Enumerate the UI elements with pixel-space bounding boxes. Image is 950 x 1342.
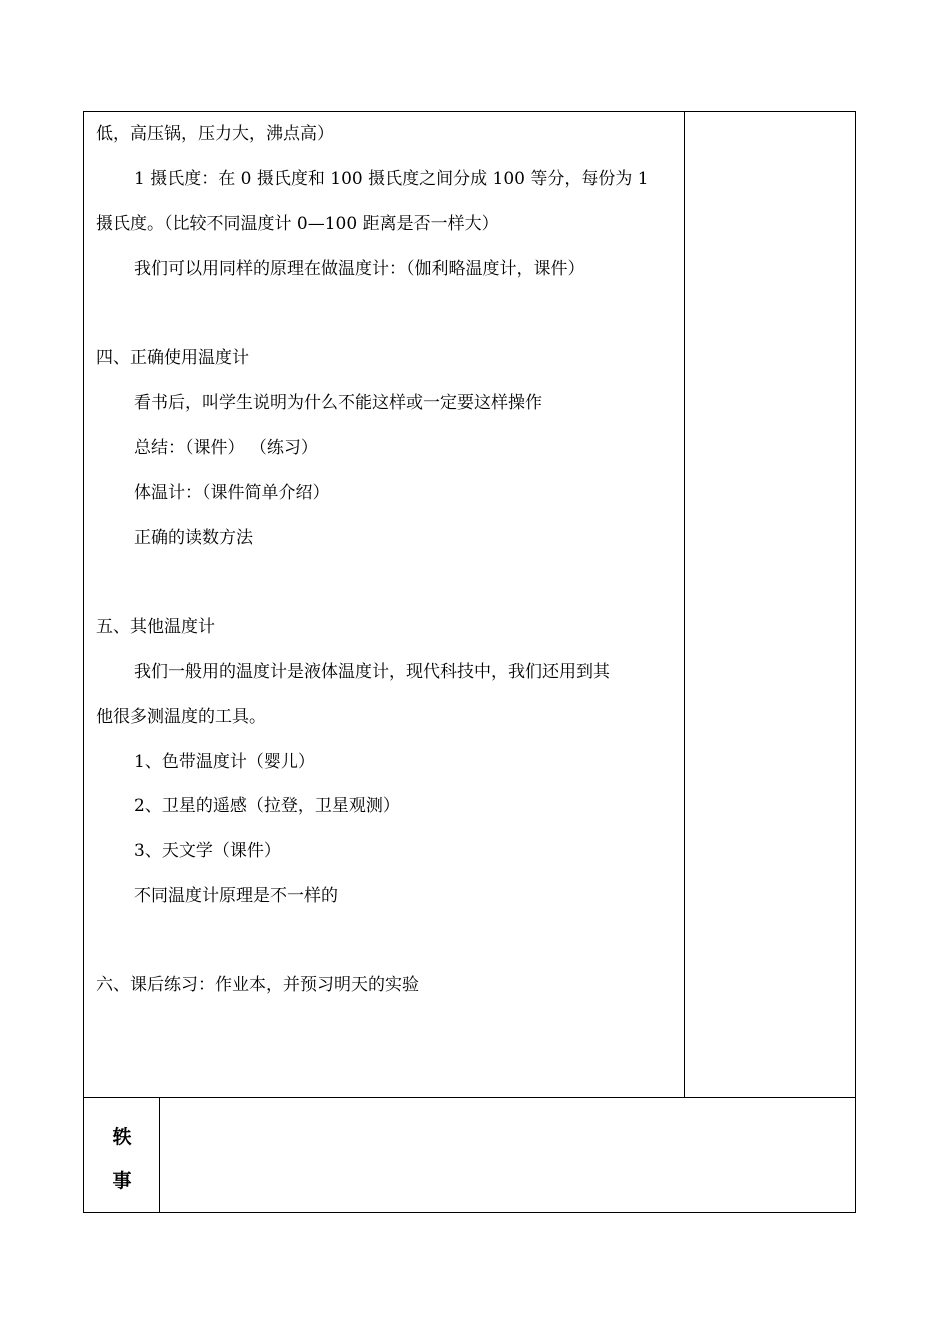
section-heading: 六、课后练习：作业本，并预习明天的实验: [96, 975, 419, 995]
notes-cell: [685, 112, 855, 1097]
anecdote-label-char: 事: [112, 1170, 132, 1192]
text-line: 正确的读数方法: [134, 528, 253, 548]
text-line: 我们可以用同样的原理在做温度计：（伽利略温度计，课件）: [134, 259, 585, 279]
list-item: 1、色带温度计（婴儿）: [134, 752, 315, 772]
list-item: 3、天文学（课件）: [134, 841, 281, 861]
anecdote-content-cell: [160, 1098, 855, 1212]
text-line: 我们一般用的温度计是液体温度计，现代科技中，我们还用到其: [134, 662, 610, 682]
anecdote-label-char: 轶: [112, 1126, 132, 1148]
lesson-plan-table: [83, 111, 856, 1213]
text-line: 不同温度计原理是不一样的: [134, 886, 338, 906]
text-line: 他很多测温度的工具。: [96, 707, 266, 727]
section-heading: 四、正确使用温度计: [96, 348, 249, 368]
text-line: 1 摄氏度：在 0 摄氏度和 100 摄氏度之间分成 100 等分，每份为 1: [134, 169, 649, 189]
anecdote-label-cell: [84, 1098, 160, 1212]
text-line: 低，高压锅，压力大，沸点高）: [96, 124, 334, 144]
anecdote-row: [84, 1097, 855, 1212]
list-item: 2、卫星的遥感（拉登，卫星观测）: [134, 796, 400, 816]
text-line: 摄氏度。（比较不同温度计 0—100 距离是否一样大）: [96, 214, 499, 234]
section-heading: 五、其他温度计: [96, 617, 215, 637]
text-line: 看书后，叫学生说明为什么不能这样或一定要这样操作: [134, 393, 542, 413]
text-line: 体温计：（课件简单介绍）: [134, 483, 330, 503]
text-line: 总结：（课件） （练习）: [134, 438, 318, 458]
lesson-content-cell: [84, 112, 685, 1097]
